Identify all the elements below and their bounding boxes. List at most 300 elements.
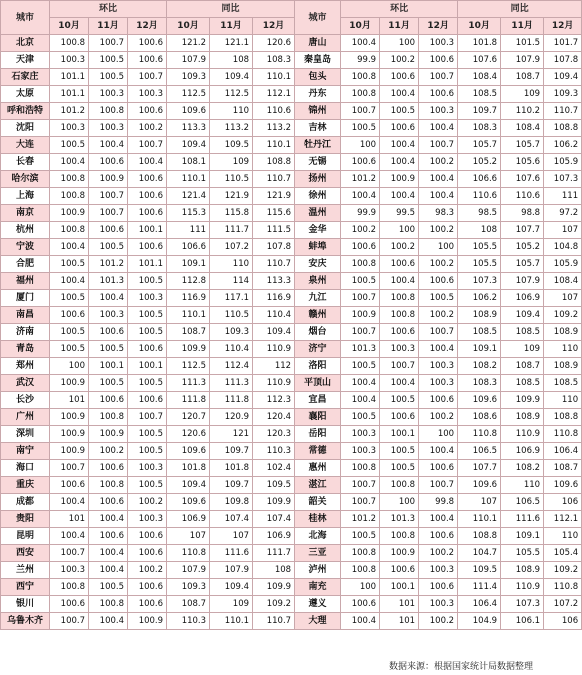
index-value: 100.4 [89, 511, 128, 528]
index-value: 100.1 [89, 358, 128, 375]
city-name: 哈尔滨 [1, 171, 50, 188]
index-value: 100.9 [50, 443, 89, 460]
index-value: 100.5 [380, 392, 419, 409]
index-value: 110.5 [210, 307, 253, 324]
index-value: 107 [167, 528, 210, 545]
city-name: 合肥 [1, 256, 50, 273]
index-value: 100.1 [128, 222, 167, 239]
index-value: 108.4 [544, 273, 582, 290]
index-value: 106.1 [501, 613, 544, 630]
index-value: 100.6 [341, 154, 380, 171]
index-value: 110.7 [253, 256, 295, 273]
index-value: 106.9 [501, 290, 544, 307]
index-value: 100.9 [89, 426, 128, 443]
index-value: 100.2 [380, 52, 419, 69]
city-name: 惠州 [295, 460, 341, 477]
month-header: 10月 [341, 18, 380, 35]
index-value: 100.3 [341, 426, 380, 443]
index-value: 109.3 [167, 579, 210, 596]
table-row [1, 477, 582, 494]
index-value: 100.5 [50, 324, 89, 341]
index-value: 107.3 [501, 596, 544, 613]
index-value: 100.5 [128, 307, 167, 324]
index-value: 109.7 [458, 103, 501, 120]
index-value: 110.1 [458, 511, 501, 528]
index-value: 106 [544, 494, 582, 511]
city-name: 郑州 [1, 358, 50, 375]
index-value: 100.4 [419, 341, 458, 358]
index-value: 110.3 [167, 613, 210, 630]
index-value: 100.6 [128, 528, 167, 545]
index-value: 106 [544, 613, 582, 630]
index-value: 110.6 [458, 188, 501, 205]
index-value: 100.6 [128, 545, 167, 562]
index-value: 100.7 [341, 477, 380, 494]
index-value: 104.9 [458, 613, 501, 630]
index-value: 100.4 [380, 154, 419, 171]
index-value: 100.9 [50, 409, 89, 426]
index-value: 100.4 [89, 545, 128, 562]
header-row-groups [1, 1, 582, 18]
index-value: 121.4 [167, 188, 210, 205]
index-value: 111.5 [253, 222, 295, 239]
index-value: 101.3 [89, 273, 128, 290]
index-value: 107.6 [501, 171, 544, 188]
index-value: 100 [341, 579, 380, 596]
index-value: 100.4 [50, 273, 89, 290]
index-value: 100.4 [419, 511, 458, 528]
index-value: 110.8 [458, 426, 501, 443]
index-value: 101.5 [501, 35, 544, 52]
index-value: 112.5 [167, 86, 210, 103]
index-value: 105.5 [501, 545, 544, 562]
index-value: 100.2 [128, 494, 167, 511]
index-value: 107 [544, 222, 582, 239]
index-value: 100.3 [128, 511, 167, 528]
index-value: 108.1 [167, 154, 210, 171]
index-value: 100.6 [380, 409, 419, 426]
index-value: 100.2 [419, 256, 458, 273]
city-name: 西安 [1, 545, 50, 562]
table-row [1, 290, 582, 307]
index-value: 100.6 [128, 579, 167, 596]
month-header: 10月 [458, 18, 501, 35]
index-value: 100.5 [50, 290, 89, 307]
city-name: 宜昌 [295, 392, 341, 409]
city-name: 牡丹江 [295, 137, 341, 154]
index-value: 110.8 [544, 426, 582, 443]
index-value: 100.7 [50, 545, 89, 562]
city-name: 昆明 [1, 528, 50, 545]
index-value: 100.4 [50, 494, 89, 511]
index-value: 108.7 [167, 596, 210, 613]
table-row [1, 137, 582, 154]
index-value: 100.5 [128, 443, 167, 460]
yoy-header: 同比 [167, 1, 295, 18]
index-value: 107 [458, 494, 501, 511]
index-value: 120.7 [167, 409, 210, 426]
table-row [1, 239, 582, 256]
table-row [1, 307, 582, 324]
index-value: 107.9 [501, 52, 544, 69]
index-value: 108.5 [458, 86, 501, 103]
city-name: 襄阳 [295, 409, 341, 426]
table-row [1, 205, 582, 222]
city-name: 包头 [295, 69, 341, 86]
index-value: 100.6 [89, 154, 128, 171]
month-header: 12月 [128, 18, 167, 35]
index-value: 109.3 [544, 86, 582, 103]
table-row [1, 579, 582, 596]
index-value: 100.8 [341, 460, 380, 477]
index-value: 112.5 [210, 86, 253, 103]
index-value: 105.5 [458, 256, 501, 273]
index-value: 100 [50, 358, 89, 375]
city-name: 金华 [295, 222, 341, 239]
index-value: 100.3 [419, 375, 458, 392]
index-value: 107.3 [544, 171, 582, 188]
index-value: 100.5 [50, 341, 89, 358]
index-value: 111 [544, 188, 582, 205]
index-value: 100.8 [380, 307, 419, 324]
city-name: 常德 [295, 443, 341, 460]
month-header: 10月 [50, 18, 89, 35]
city-name: 九江 [295, 290, 341, 307]
index-value: 110.9 [253, 341, 295, 358]
index-value: 111.8 [167, 392, 210, 409]
index-value: 108.8 [544, 120, 582, 137]
index-value: 98.8 [501, 205, 544, 222]
index-value: 109.4 [167, 477, 210, 494]
index-value: 111 [167, 222, 210, 239]
index-value: 105.7 [458, 137, 501, 154]
index-value: 100.5 [89, 239, 128, 256]
index-value: 108.9 [544, 324, 582, 341]
index-value: 109.4 [544, 69, 582, 86]
index-value: 100.6 [50, 477, 89, 494]
index-value: 100.4 [341, 35, 380, 52]
index-value: 107 [210, 528, 253, 545]
index-value: 100.6 [89, 528, 128, 545]
index-value: 106.9 [167, 511, 210, 528]
city-name: 石家庄 [1, 69, 50, 86]
index-value: 101 [380, 613, 419, 630]
index-value: 100.4 [419, 171, 458, 188]
index-value: 108.7 [501, 69, 544, 86]
index-value: 116.9 [253, 290, 295, 307]
city-name: 秦皇岛 [295, 52, 341, 69]
index-value: 110.1 [167, 307, 210, 324]
index-value: 107.8 [544, 52, 582, 69]
index-value: 100.1 [128, 358, 167, 375]
city-name: 兰州 [1, 562, 50, 579]
index-value: 106.2 [544, 137, 582, 154]
index-value: 111.7 [253, 545, 295, 562]
city-name: 青岛 [1, 341, 50, 358]
index-value: 108.9 [544, 358, 582, 375]
index-value: 110 [544, 341, 582, 358]
header-row-months [1, 18, 582, 35]
index-value: 100.7 [89, 35, 128, 52]
index-value: 107.8 [253, 239, 295, 256]
city-name: 深圳 [1, 426, 50, 443]
index-value: 100.6 [128, 596, 167, 613]
index-value: 99.9 [341, 52, 380, 69]
index-value: 113.2 [253, 120, 295, 137]
city-name: 天津 [1, 52, 50, 69]
index-value: 110.9 [501, 426, 544, 443]
city-name: 无锡 [295, 154, 341, 171]
index-value: 100.6 [89, 392, 128, 409]
index-value: 110.6 [501, 188, 544, 205]
index-value: 109.6 [458, 477, 501, 494]
index-value: 100.5 [341, 528, 380, 545]
index-value: 100.7 [419, 324, 458, 341]
index-value: 100.6 [419, 86, 458, 103]
index-value: 101.3 [341, 341, 380, 358]
index-value: 100.5 [341, 358, 380, 375]
index-value: 109 [210, 596, 253, 613]
index-value: 100.3 [380, 341, 419, 358]
city-name: 湛江 [295, 477, 341, 494]
index-value: 109.4 [210, 579, 253, 596]
index-value: 108.5 [458, 324, 501, 341]
index-value: 100.8 [341, 69, 380, 86]
index-value: 100.6 [89, 494, 128, 511]
city-name: 成都 [1, 494, 50, 511]
index-value: 111.7 [210, 222, 253, 239]
index-value: 100.9 [50, 205, 89, 222]
index-value: 100.8 [89, 477, 128, 494]
index-value: 109.6 [167, 494, 210, 511]
month-header: 11月 [89, 18, 128, 35]
index-value: 110.7 [253, 171, 295, 188]
index-value: 100.4 [50, 528, 89, 545]
index-value: 98.5 [458, 205, 501, 222]
index-value: 109.7 [210, 477, 253, 494]
index-value: 107.3 [458, 273, 501, 290]
index-value: 110.1 [210, 613, 253, 630]
index-value: 100.8 [50, 171, 89, 188]
city-name: 徐州 [295, 188, 341, 205]
table-row [1, 375, 582, 392]
index-value: 101.8 [167, 460, 210, 477]
index-value: 100.5 [89, 341, 128, 358]
city-name: 长沙 [1, 392, 50, 409]
index-value: 105.6 [501, 154, 544, 171]
index-value: 107.9 [167, 562, 210, 579]
index-value: 109.5 [458, 562, 501, 579]
city-name: 福州 [1, 273, 50, 290]
index-value: 100.5 [128, 426, 167, 443]
index-value: 100.9 [89, 171, 128, 188]
table-row [1, 443, 582, 460]
index-value: 109.4 [210, 69, 253, 86]
index-value: 109.4 [167, 137, 210, 154]
mom-header: 环比 [50, 1, 167, 18]
index-value: 107 [544, 290, 582, 307]
index-value: 110.4 [210, 341, 253, 358]
index-value: 109.1 [167, 256, 210, 273]
index-value: 99.9 [341, 205, 380, 222]
index-value: 100.4 [380, 86, 419, 103]
index-value: 109.1 [458, 341, 501, 358]
city-name: 安庆 [295, 256, 341, 273]
index-value: 110.9 [501, 579, 544, 596]
index-value: 109.7 [210, 443, 253, 460]
index-value: 100.9 [380, 545, 419, 562]
index-value: 108.8 [458, 528, 501, 545]
index-value: 100.5 [128, 375, 167, 392]
table-row [1, 256, 582, 273]
index-value: 100.7 [341, 103, 380, 120]
index-value: 113.3 [253, 273, 295, 290]
index-value: 106.6 [167, 239, 210, 256]
index-value: 101.8 [210, 460, 253, 477]
index-value: 100.8 [89, 596, 128, 613]
index-value: 100.3 [419, 596, 458, 613]
index-value: 107.2 [210, 239, 253, 256]
index-value: 109.6 [458, 392, 501, 409]
table-row [1, 613, 582, 630]
index-value: 100 [380, 494, 419, 511]
index-value: 100.3 [128, 290, 167, 307]
index-value: 100.3 [128, 86, 167, 103]
city-name: 长春 [1, 154, 50, 171]
index-value: 112.5 [167, 358, 210, 375]
index-value: 100.6 [341, 239, 380, 256]
index-value: 100.4 [341, 375, 380, 392]
index-value: 110 [210, 256, 253, 273]
index-value: 111.4 [458, 579, 501, 596]
index-value: 100.9 [50, 426, 89, 443]
index-value: 100.6 [380, 69, 419, 86]
index-value: 100.4 [419, 120, 458, 137]
index-value: 108 [210, 52, 253, 69]
index-value: 100.5 [380, 460, 419, 477]
index-value: 108.4 [501, 120, 544, 137]
index-value: 108.2 [458, 358, 501, 375]
index-value: 100.2 [419, 409, 458, 426]
index-value: 110.7 [544, 103, 582, 120]
table-row [1, 494, 582, 511]
index-value: 100.2 [380, 239, 419, 256]
city-name: 北京 [1, 35, 50, 52]
table-row [1, 222, 582, 239]
index-value: 106.9 [501, 443, 544, 460]
index-value: 106.5 [458, 443, 501, 460]
index-value: 100.6 [419, 273, 458, 290]
city-name: 大连 [1, 137, 50, 154]
index-value: 99.8 [419, 494, 458, 511]
city-name: 南宁 [1, 443, 50, 460]
index-value: 109.2 [544, 562, 582, 579]
index-value: 100.6 [419, 528, 458, 545]
index-value: 100.7 [128, 137, 167, 154]
table-row [1, 562, 582, 579]
city-name: 济南 [1, 324, 50, 341]
index-value: 109.4 [253, 324, 295, 341]
index-value: 100.7 [419, 137, 458, 154]
index-value: 100.6 [128, 52, 167, 69]
city-name: 吉林 [295, 120, 341, 137]
index-value: 108.5 [544, 375, 582, 392]
month-header: 12月 [419, 18, 458, 35]
city-name: 平顶山 [295, 375, 341, 392]
index-value: 100.2 [89, 443, 128, 460]
index-value: 100.6 [419, 392, 458, 409]
index-value: 108 [458, 222, 501, 239]
table-row [1, 154, 582, 171]
index-value: 108.5 [501, 375, 544, 392]
index-value: 100.6 [128, 341, 167, 358]
index-value: 120.6 [167, 426, 210, 443]
index-value: 109.9 [167, 341, 210, 358]
index-value: 99.5 [380, 205, 419, 222]
index-value: 100.3 [89, 120, 128, 137]
index-value: 100.3 [50, 52, 89, 69]
index-value: 100.4 [50, 154, 89, 171]
index-value: 107.4 [253, 511, 295, 528]
yoy-header-right: 同比 [458, 1, 582, 18]
month-header: 12月 [253, 18, 295, 35]
index-value: 98.3 [419, 205, 458, 222]
index-value: 108.9 [501, 409, 544, 426]
index-value: 108.3 [458, 375, 501, 392]
table-row [1, 460, 582, 477]
index-value: 105.5 [458, 239, 501, 256]
index-value: 100.7 [380, 358, 419, 375]
index-value: 100.3 [419, 35, 458, 52]
index-value: 108.9 [501, 562, 544, 579]
index-value: 108.7 [167, 324, 210, 341]
index-value: 100.6 [89, 460, 128, 477]
index-value: 109.3 [167, 69, 210, 86]
index-value: 100.7 [89, 205, 128, 222]
city-header-right: 城市 [295, 1, 341, 35]
index-value: 110.5 [210, 171, 253, 188]
index-value: 108.7 [501, 358, 544, 375]
month-header: 10月 [167, 18, 210, 35]
index-value: 101.2 [50, 103, 89, 120]
index-value: 110.1 [167, 171, 210, 188]
index-value: 100.7 [128, 409, 167, 426]
index-value: 100.5 [89, 69, 128, 86]
city-name: 重庆 [1, 477, 50, 494]
index-value: 110 [501, 477, 544, 494]
index-value: 100.5 [50, 137, 89, 154]
index-value: 101 [50, 392, 89, 409]
index-value: 105.7 [501, 137, 544, 154]
index-value: 100.6 [50, 307, 89, 324]
index-value: 112.8 [167, 273, 210, 290]
index-value: 107.2 [544, 596, 582, 613]
index-value: 108.9 [458, 307, 501, 324]
index-value: 100.7 [341, 324, 380, 341]
index-value: 109.9 [501, 392, 544, 409]
table-row [1, 69, 582, 86]
city-name: 太原 [1, 86, 50, 103]
index-value: 108 [253, 562, 295, 579]
index-value: 108.4 [458, 69, 501, 86]
index-value: 100 [419, 239, 458, 256]
city-name: 北海 [295, 528, 341, 545]
index-value: 102.4 [253, 460, 295, 477]
table-row [1, 392, 582, 409]
index-value: 100.7 [89, 188, 128, 205]
city-name: 武汉 [1, 375, 50, 392]
index-value: 100.2 [341, 222, 380, 239]
